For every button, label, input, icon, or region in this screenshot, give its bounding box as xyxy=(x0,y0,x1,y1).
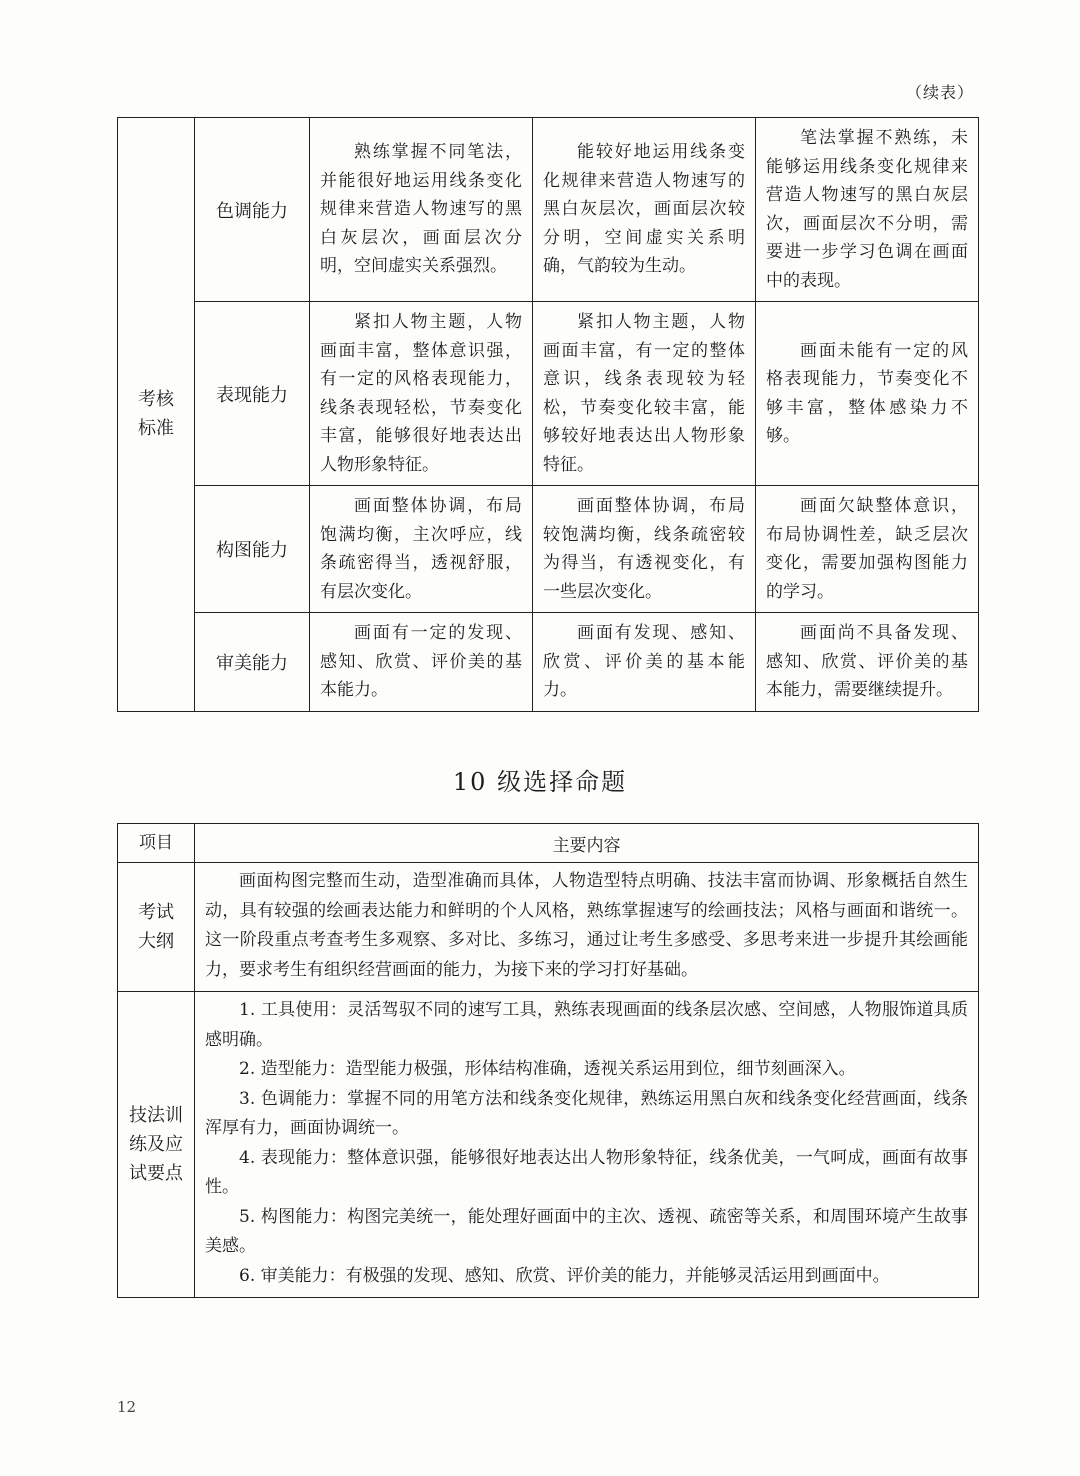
level-cell xyxy=(756,302,979,486)
level-table xyxy=(117,823,979,1298)
level-text: 画面尚不具备发现、感知、欣赏、评价美的基本能力，需要继续提升。 xyxy=(766,623,968,700)
level-text: 紧扣人物主题，人物画面丰富，有一定的整体意识，线条表现较为轻松，节奏变化较丰富，能够较好地表达出人物形象特征。 xyxy=(543,312,745,475)
level-text: 画面欠缺整体意识，布局协调性差，缺乏层次变化，需要加强构图能力的学习。 xyxy=(766,496,968,602)
training-label-cell xyxy=(118,992,195,1298)
ability-label: 色调能力 xyxy=(195,118,310,302)
continued-label: （续表） xyxy=(905,83,974,102)
category-cell xyxy=(118,118,195,712)
level-text: 熟练掌握不同笔法，并能很好地运用线条变化规律来营造人物速写的黑白灰层次，画面层次分明，空间虚实关系强烈。 xyxy=(320,142,522,277)
ability-label: 表现能力 xyxy=(195,302,310,486)
training-point: 6. 审美能力：有极强的发现、感知、欣赏、评价美的能力，并能够灵活运用到画面中。 xyxy=(239,1265,890,1286)
training-point: 5. 构图能力：构图完美统一，能处理好画面中的主次、透视、疏密等关系，和周围环境产生故事美感。 xyxy=(205,1206,968,1256)
level-cell xyxy=(310,613,533,712)
level-text: 画面有一定的发现、感知、欣赏、评价美的基本能力。 xyxy=(320,623,522,700)
level-text: 笔法掌握不熟练，未能够运用线条变化规律来营造人物速写的黑白灰层次，画面层次不分明，需要进一步学习色调在画面中的表现。 xyxy=(766,128,968,291)
table-row xyxy=(118,613,979,712)
table-header-row xyxy=(118,824,979,863)
header-content: 主要内容 xyxy=(195,824,979,863)
level-cell xyxy=(533,302,756,486)
section-title: 10 级选择命题 xyxy=(452,768,628,796)
training-cell xyxy=(195,992,979,1298)
outline-cell xyxy=(195,863,979,992)
level-cell xyxy=(310,302,533,486)
level-text: 能较好地运用线条变化规律来营造人物速写的黑白灰层次，画面层次较分明，空间虚实关系明确，气韵较为生动。 xyxy=(543,142,745,277)
outline-label: 考试 大纲 xyxy=(138,902,174,952)
level-cell xyxy=(756,118,979,302)
level-text: 画面有发现、感知、欣赏、评价美的基本能力。 xyxy=(543,623,745,700)
level-text: 画面未能有一定的风格表现能力，节奏变化不够丰富，整体感染力不够。 xyxy=(766,340,968,446)
training-label: 技法训 练及应 试要点 xyxy=(129,1105,183,1184)
level-cell xyxy=(533,118,756,302)
level-cell xyxy=(533,486,756,613)
table-row xyxy=(118,992,979,1298)
criteria-table xyxy=(117,117,979,712)
table-row xyxy=(118,118,979,302)
level-cell xyxy=(310,486,533,613)
page-number: 12 xyxy=(117,1398,137,1416)
table-row xyxy=(118,302,979,486)
level-cell xyxy=(310,118,533,302)
level-cell xyxy=(756,486,979,613)
table-row xyxy=(118,863,979,992)
category-label: 考核 标准 xyxy=(138,389,174,440)
ability-label: 审美能力 xyxy=(195,613,310,712)
level-text: 画面整体协调，布局较饱满均衡，线条疏密较为得当，有透视变化，有一些层次变化。 xyxy=(543,496,745,602)
level-text: 画面整体协调，布局饱满均衡，主次呼应，线条疏密得当，透视舒服，有层次变化。 xyxy=(320,496,522,602)
level-cell xyxy=(756,613,979,712)
header-item: 项目 xyxy=(118,824,195,863)
level-text: 紧扣人物主题，人物画面丰富，整体意识强，有一定的风格表现能力，线条表现轻松，节奏变化丰富，能够很好地表达出人物形象特征。 xyxy=(320,312,522,475)
training-point: 3. 色调能力：掌握不同的用笔方法和线条变化规律，熟练运用黑白灰和线条变化经营画面，线条浑厚有力，画面协调统一。 xyxy=(205,1088,968,1138)
table-row xyxy=(118,486,979,613)
training-point: 4. 表现能力：整体意识强，能够很好地表达出人物形象特征，线条优美，一气呵成，画面有故事性。 xyxy=(205,1147,968,1197)
outline-text: 画面构图完整而生动，造型准确而具体，人物造型特点明确、技法丰富而协调、形象概括自然生动，具有较强的绘画表达能力和鲜明的个人风格，熟练掌握速写的绘画技法；风格与画面和谐统一。这一阶段重点考查考生多观察、多对比、多练习，通过让考生多感受、多思考来进一步提升其绘画能力，要求考生有组织经营画面的能力，为接下来的学习打好基础。 xyxy=(205,871,968,980)
training-point: 2. 造型能力：造型能力极强，形体结构准确，透视关系运用到位，细节刻画深入。 xyxy=(239,1059,856,1079)
training-point: 1. 工具使用：灵活驾驭不同的速写工具，熟练表现画面的线条层次感、空间感，人物服饰道具质感明确。 xyxy=(205,1000,968,1050)
outline-label-cell xyxy=(118,863,195,992)
ability-label: 构图能力 xyxy=(195,486,310,613)
level-cell xyxy=(533,613,756,712)
